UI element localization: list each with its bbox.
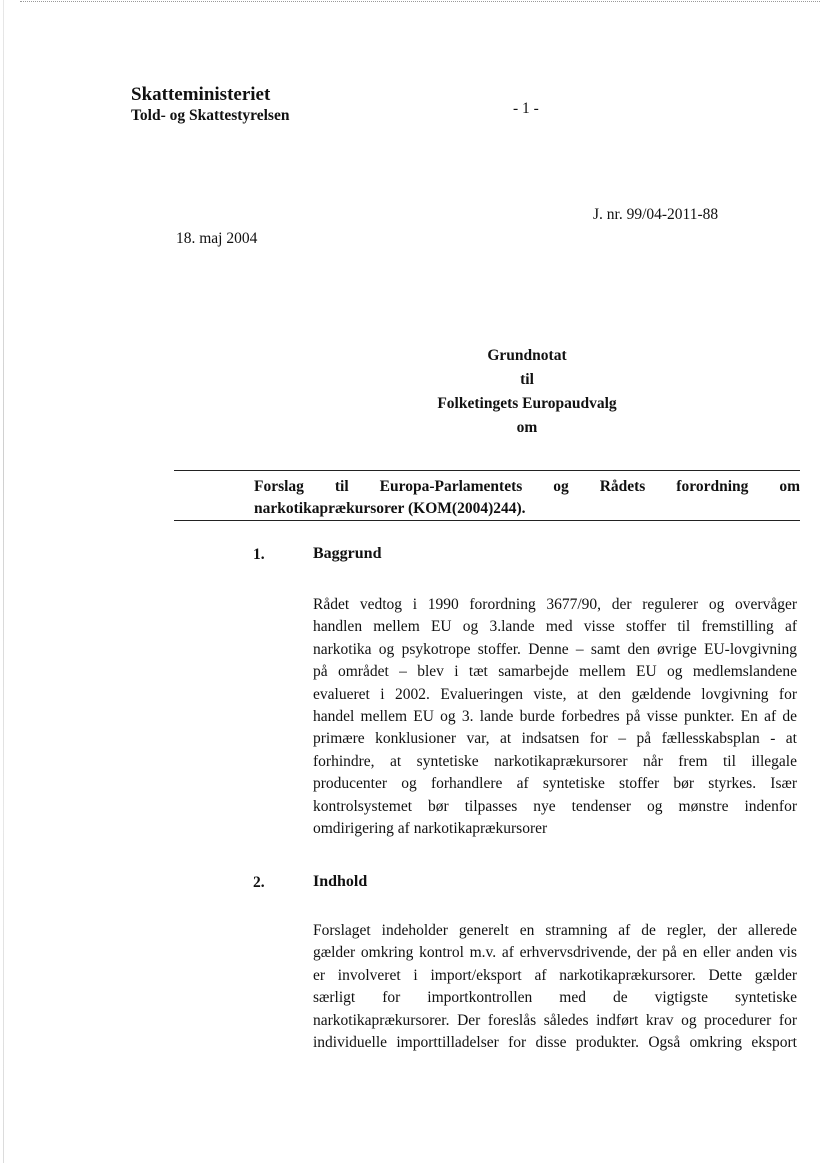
title-line-3: Folketingets Europaudvalg [437, 395, 617, 412]
scan-artifact-left [3, 0, 4, 1163]
bottom-rule [174, 520, 800, 521]
paragraph-line: evalueret i 2002. Evalueringen viste, at den gældende lovgivning for [313, 685, 797, 703]
top-rule [174, 470, 800, 471]
section-title-indhold: Indhold [313, 873, 368, 890]
paragraph-line: handlen mellem EU og 3.lande med visse stoffer til fremstilling af [313, 618, 797, 636]
paragraph-line: producenter og forhandlere af syntetiske stoffer bør styrkes. Især [313, 775, 797, 793]
proposal-line-1: Forslag til Europa-Parlamentets og Rådets forordning om [254, 478, 800, 495]
paragraph-line: omdirigering af narkotikaprækursorer [313, 820, 548, 838]
paragraph-line: handel mellem EU og 3. lande burde forbedres på visse punkter. En af de [313, 708, 797, 726]
organization-name: Skatteministeriet [131, 84, 271, 105]
paragraph-line: på området – blev i tæt samarbejde mellem EU og medlemslandene [313, 663, 797, 681]
document-date: 18. maj 2004 [176, 230, 258, 247]
paragraph-line: narkotikaprækursorer. Der foreslås således indført krav og procedurer for [313, 1011, 797, 1029]
title-line-4: om [516, 419, 538, 436]
proposal-title [254, 476, 800, 520]
paragraph-line: er involveret i import/eksport af narkotikaprækursorer. Dette gælder [313, 966, 797, 984]
paragraph-line: primære konklusioner var, at indsatsen for – på fællesskabsplan - at [313, 730, 797, 748]
title-line-2: til [520, 371, 534, 388]
paragraph-line: kontrolsystemet bør tilpasses nye tendenser og mønstre indenfor [313, 797, 797, 815]
scan-artifact-top [20, 1, 820, 6]
section-1-body [313, 594, 797, 840]
title-line-1: Grundnotat [487, 347, 567, 364]
proposal-line-2: narkotikaprækursorer (KOM(2004)244). [254, 500, 526, 517]
paragraph-line: forhindre, at syntetiske narkotikaprækursorer når frem til illegale [313, 752, 797, 770]
paragraph-line: individuelle importtilladelser for disse produkter. Også omkring eksport [313, 1034, 797, 1052]
page-number: - 1 - [513, 100, 539, 117]
section-number-1: 1. [253, 546, 265, 563]
paragraph-line: narkotika og psykotrope stoffer. Denne – samt den øvrige EU-lovgivning [313, 640, 797, 658]
paragraph-line: gælder omkring kontrol m.v. af erhvervsdrivende, der på en eller anden vis [313, 944, 797, 962]
section-2-body [313, 920, 797, 1054]
section-title-baggrund: Baggrund [313, 545, 382, 562]
paragraph-line: Forslaget indeholder generelt en stramning af de regler, der allerede [313, 922, 797, 939]
department-name: Told- og Skattestyrelsen [131, 107, 290, 124]
section-number-2: 2. [253, 874, 265, 891]
paragraph-line: særligt for importkontrollen med de vigtigste syntetiske [313, 989, 797, 1007]
journal-number: J. nr. 99/04-2011-88 [593, 206, 719, 223]
paragraph-line: Rådet vedtog i 1990 forordning 3677/90, der regulerer og overvåger [313, 596, 797, 613]
